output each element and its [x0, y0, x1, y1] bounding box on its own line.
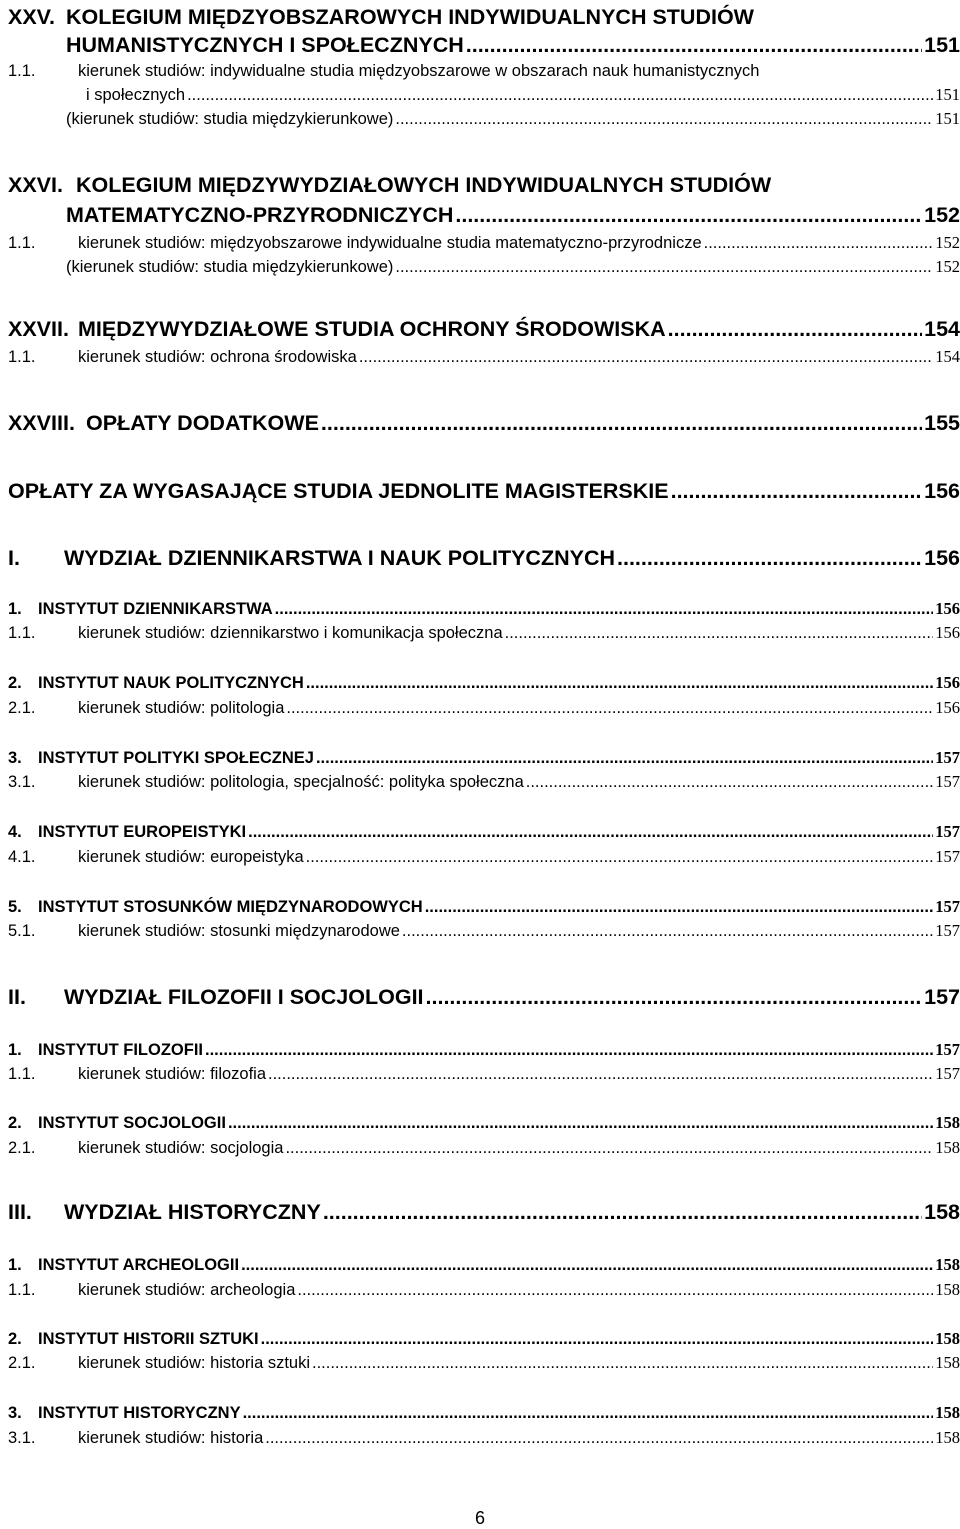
- toc-entry-title: kierunek studiów: archeologia: [78, 1281, 296, 1299]
- toc-entry-title: KOLEGIUM MIĘDZYOBSZAROWYCH INDYWIDUALNYCH STUDIÓW: [66, 5, 754, 29]
- dot-leader: [395, 108, 933, 130]
- toc-entry-title: INSTYTUT STOSUNKÓW MIĘDZYNARODOWYCH: [38, 898, 423, 916]
- dot-leader: [316, 747, 933, 769]
- toc-entry-number: 2.1.: [8, 1139, 36, 1157]
- toc-entry-page: 158: [935, 1353, 960, 1372]
- toc-entry-title: MATEMATYCZNO-PRZYRODNICZYCH: [66, 203, 454, 227]
- toc-entry-title: (kierunek studiów: studia międzykierunkowe): [66, 110, 394, 128]
- toc-entry-title: INSTYTUT FILOZOFII: [38, 1041, 203, 1059]
- toc-entry-page: 157: [935, 822, 960, 841]
- toc-entry-number: 3.1.: [8, 773, 36, 791]
- toc-entry-number: 2.: [8, 1330, 22, 1348]
- toc-entry-number: 1.1.: [8, 624, 36, 642]
- toc-entry-page: 156: [935, 599, 960, 618]
- toc-entry-page: 158: [935, 1403, 960, 1422]
- toc-entry-number: 1.1.: [8, 1065, 36, 1083]
- dot-leader: [671, 478, 923, 504]
- toc-entry-number: 1.1.: [8, 348, 36, 366]
- dot-leader: [321, 410, 922, 436]
- toc-entry-number: 3.: [8, 749, 22, 767]
- toc-entry-page: 157: [935, 921, 960, 940]
- toc-entry-page: 152: [924, 203, 960, 227]
- dot-leader: [617, 545, 922, 571]
- toc-entry-page: 154: [935, 347, 960, 366]
- toc-entry-title: WYDZIAŁ HISTORYCZNY: [64, 1200, 321, 1224]
- dot-leader: [248, 821, 933, 843]
- toc-entry-number: III.: [8, 1200, 32, 1224]
- toc-entry-title: INSTYTUT HISTORII SZTUKI: [38, 1330, 259, 1348]
- dot-leader: [243, 1402, 934, 1424]
- dot-leader: [323, 1199, 922, 1225]
- toc-entry-number: 4.1.: [8, 848, 36, 866]
- toc-entry-title: INSTYTUT HISTORYCZNY: [38, 1404, 241, 1422]
- toc-entry-page: 158: [935, 1280, 960, 1299]
- toc-entry-title: kierunek studiów: międzyobszarowe indywidualne studia matematyczno-przyrodnicze: [78, 234, 702, 252]
- dot-leader: [241, 1254, 933, 1276]
- dot-leader: [306, 846, 934, 868]
- toc-entry-number: I.: [8, 546, 20, 570]
- dot-leader: [268, 1063, 933, 1085]
- toc-entry-page: 152: [935, 233, 960, 252]
- dot-leader: [265, 1427, 933, 1449]
- dot-leader: [306, 672, 933, 694]
- dot-leader: [402, 920, 933, 942]
- toc-entry-title: kierunek studiów: socjologia: [78, 1139, 284, 1157]
- toc-entry-title: kierunek studiów: ochrona środowiska: [78, 348, 357, 366]
- toc-entry-number: 2.: [8, 674, 22, 692]
- toc-entry-number: 5.: [8, 898, 22, 916]
- toc-entry-title: kierunek studiów: europeistyka: [78, 848, 304, 866]
- dot-leader: [187, 84, 933, 106]
- toc-entry-page: 157: [935, 748, 960, 767]
- toc-entry-title: INSTYTUT EUROPEISTYKI: [38, 823, 247, 841]
- toc-entry-number: 2.: [8, 1114, 22, 1132]
- toc-entry-page: 156: [935, 673, 960, 692]
- dot-leader: [228, 1112, 933, 1134]
- dot-leader: [205, 1039, 933, 1061]
- toc-entry-page: 156: [935, 623, 960, 642]
- toc-entry-page: 151: [935, 85, 960, 104]
- toc-entry-number: 1.: [8, 1256, 22, 1274]
- toc-entry-page: 152: [935, 257, 960, 276]
- toc-entry-title: INSTYTUT NAUK POLITYCZNYCH: [38, 674, 304, 692]
- toc-entry-page: 151: [935, 109, 960, 128]
- toc-entry-title: i społecznych: [86, 86, 186, 104]
- page-number: 6: [474, 1508, 485, 1528]
- toc-entry-page: 158: [935, 1255, 960, 1274]
- dot-leader: [297, 1279, 933, 1301]
- toc-entry-page: 158: [935, 1113, 960, 1132]
- dot-leader: [426, 984, 923, 1010]
- dot-leader: [455, 202, 922, 228]
- toc-entry-number: 1.1.: [8, 62, 36, 80]
- dot-leader: [312, 1352, 933, 1374]
- toc-entry-title: MIĘDZYWYDZIAŁOWE STUDIA OCHRONY ŚRODOWISKA: [78, 317, 666, 341]
- dot-leader: [704, 232, 934, 254]
- toc-entry-title: kierunek studiów: filozofia: [78, 1065, 267, 1083]
- dot-leader: [668, 316, 922, 342]
- toc-entry-number: 3.: [8, 1404, 22, 1422]
- toc-entry-title: OPŁATY DODATKOWE: [86, 411, 319, 435]
- toc-entry-page: 157: [935, 1064, 960, 1083]
- toc-entry-number: XXVII.: [8, 317, 69, 341]
- toc-entry-number: XXVI.: [8, 173, 63, 197]
- dot-leader: [285, 1137, 933, 1159]
- toc-entry-number: XXV.: [8, 5, 56, 29]
- toc-entry-title: OPŁATY ZA WYGASAJĄCE STUDIA JEDNOLITE MAGISTERSKIE: [8, 479, 669, 503]
- toc-entry-title: INSTYTUT SOCJOLOGII: [38, 1114, 226, 1132]
- toc-entry-title: WYDZIAŁ DZIENNIKARSTWA I NAUK POLITYCZNYCH: [64, 546, 616, 570]
- dot-leader: [261, 1328, 934, 1350]
- toc-entry-title: INSTYTUT POLITYKI SPOŁECZNEJ: [38, 749, 314, 767]
- toc-entry-page: 157: [924, 985, 960, 1009]
- toc-entry-title: (kierunek studiów: studia międzykierunkowe): [66, 258, 394, 276]
- toc-entry-number: 4.: [8, 823, 22, 841]
- toc-entry-title: KOLEGIUM MIĘDZYWYDZIAŁOWYCH INDYWIDUALNYCH STUDIÓW: [76, 173, 772, 197]
- toc-entry-title: INSTYTUT DZIENNIKARSTWA: [38, 600, 273, 618]
- toc-entry-page: 157: [935, 1040, 960, 1059]
- toc-entry-title: HUMANISTYCZNYCH I SPOŁECZNYCH: [66, 33, 464, 57]
- dot-leader: [505, 622, 934, 644]
- toc-entry-page: 156: [935, 698, 960, 717]
- toc-entry-page: 151: [924, 33, 960, 57]
- toc-entry-title: kierunek studiów: historia: [78, 1429, 264, 1447]
- toc-entry-title: kierunek studiów: dziennikarstwo i komunikacja społeczna: [78, 624, 503, 642]
- toc-entry-page: 158: [924, 1200, 960, 1224]
- toc-entry-number: 3.1.: [8, 1429, 36, 1447]
- toc-entry-page: 156: [924, 546, 960, 570]
- toc-entry-title: kierunek studiów: stosunki międzynarodowe: [78, 922, 400, 940]
- dot-leader: [359, 346, 933, 368]
- toc-entry-number: 1.1.: [8, 1281, 36, 1299]
- toc-entry-page: 157: [935, 772, 960, 791]
- toc-entry-title: kierunek studiów: politologia, specjalność: polityka społeczna: [78, 773, 524, 791]
- toc-entry-number: II.: [8, 985, 26, 1009]
- toc-entry-title: kierunek studiów: politologia: [78, 699, 285, 717]
- toc-entry-number: 5.1.: [8, 922, 36, 940]
- toc-entry-number: 1.: [8, 600, 22, 618]
- dot-leader: [526, 771, 934, 793]
- toc-entry-title: kierunek studiów: indywidualne studia międzyobszarowe w obszarach nauk humanistycznych: [78, 62, 760, 80]
- dot-leader: [425, 896, 934, 918]
- toc-entry-page: 156: [924, 479, 960, 503]
- toc-entry-number: 1.1.: [8, 234, 36, 252]
- toc-entry-number: 1.: [8, 1041, 22, 1059]
- toc-entry-page: 157: [935, 897, 960, 916]
- dot-leader: [286, 697, 933, 719]
- toc-entry-page: 158: [935, 1428, 960, 1447]
- toc-entry-title: kierunek studiów: historia sztuki: [78, 1354, 311, 1372]
- toc-entry-number: 2.1.: [8, 699, 36, 717]
- toc-entry-page: 157: [935, 847, 960, 866]
- dot-leader: [275, 598, 934, 620]
- dot-leader: [466, 32, 922, 58]
- toc-entry-page: 155: [924, 411, 960, 435]
- toc-entry-title: INSTYTUT ARCHEOLOGII: [38, 1256, 240, 1274]
- toc-entry-page: 154: [924, 317, 960, 341]
- toc-entry-title: WYDZIAŁ FILOZOFII I SOCJOLOGII: [64, 985, 424, 1009]
- toc-entry-number: 2.1.: [8, 1354, 36, 1372]
- toc-entry-page: 158: [935, 1329, 960, 1348]
- dot-leader: [395, 256, 933, 278]
- toc-entry-page: 158: [935, 1138, 960, 1157]
- toc-entry-number: XXVIII.: [8, 411, 75, 435]
